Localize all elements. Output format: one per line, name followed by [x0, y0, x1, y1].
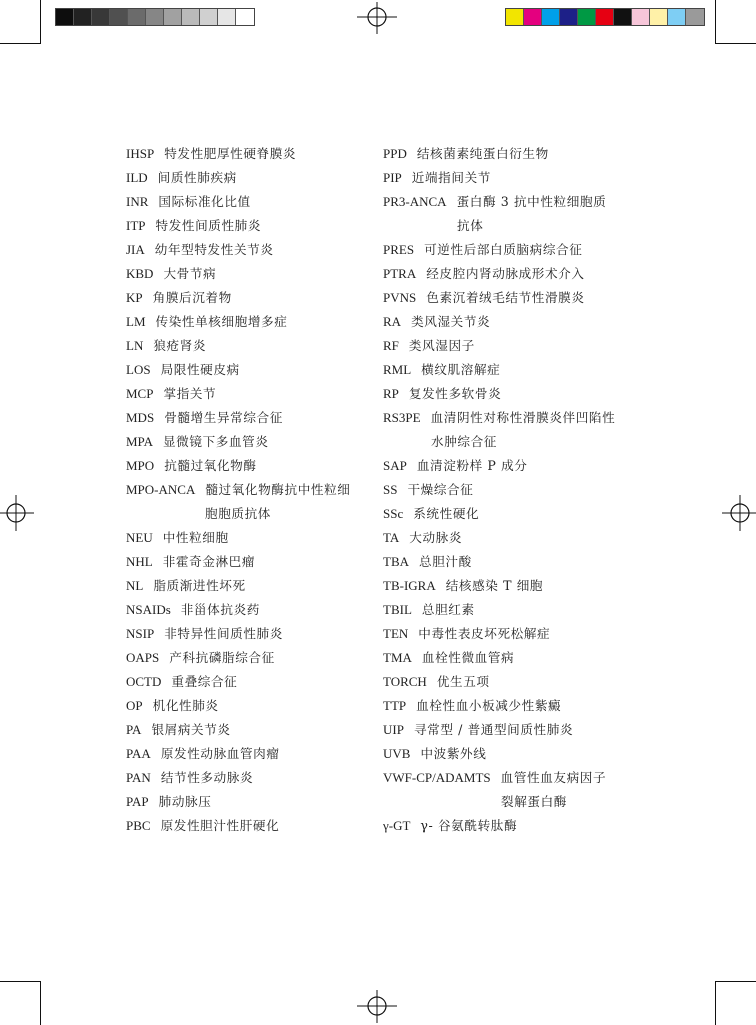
abbreviation-term: KBD — [126, 266, 154, 281]
abbreviation-definition: 幼年型特发性关节炎 — [154, 242, 274, 257]
abbreviation-term: LOS — [126, 362, 151, 377]
grayscale-color-bar — [55, 8, 255, 26]
abbreviation-term: TB-IGRA — [383, 578, 436, 593]
abbreviation-definition: 产科抗磷脂综合征 — [169, 650, 275, 665]
color-swatch — [596, 9, 614, 25]
abbreviation-list-left — [126, 142, 350, 838]
registration-mark-bottom — [353, 990, 401, 1025]
gray-swatch — [128, 9, 146, 25]
gray-swatch — [146, 9, 164, 25]
color-swatch — [650, 9, 668, 25]
abbreviation-definition: 血栓性微血管病 — [421, 650, 515, 665]
abbreviation-entry — [383, 550, 615, 574]
gray-swatch — [164, 9, 182, 25]
abbreviation-definition: 狼疮肾炎 — [153, 338, 207, 353]
abbreviation-term: LN — [126, 338, 144, 353]
color-swatch — [506, 9, 524, 25]
abbreviation-definition: 血清阴性对称性滑膜炎伴凹陷性 — [430, 410, 616, 425]
abbreviation-entry — [126, 814, 350, 838]
abbreviation-term: ITP — [126, 218, 146, 233]
abbreviation-term: TA — [383, 530, 400, 545]
abbreviation-term: IHSP — [126, 146, 155, 161]
abbreviation-entry — [383, 646, 615, 670]
abbreviation-term: MPO-ANCA — [126, 482, 196, 497]
abbreviation-term: KP — [126, 290, 143, 305]
abbreviation-definition: 经皮腔内肾动脉成形术介入 — [426, 266, 585, 281]
gray-swatch — [236, 9, 254, 25]
abbreviation-entry — [126, 646, 350, 670]
abbreviation-term: SSc — [383, 506, 404, 521]
abbreviation-term: NL — [126, 578, 144, 593]
abbreviation-term: PRES — [383, 242, 415, 257]
abbreviation-term: PAN — [126, 770, 151, 785]
abbreviation-entry — [126, 790, 350, 814]
abbreviation-definition: 特发性肥厚性硬脊膜炎 — [164, 146, 297, 161]
registration-mark-top — [353, 0, 401, 36]
abbreviation-entry — [126, 718, 350, 742]
abbreviation-definition: 中性粒细胞 — [162, 530, 229, 545]
abbreviation-term: TORCH — [383, 674, 427, 689]
abbreviation-entry — [383, 310, 615, 334]
abbreviation-term: JIA — [126, 242, 145, 257]
abbreviation-term: INR — [126, 194, 149, 209]
abbreviation-definition: 传染性单核细胞增多症 — [155, 314, 288, 329]
gray-swatch — [200, 9, 218, 25]
abbreviation-definition: 类风湿关节炎 — [411, 314, 491, 329]
abbreviation-entry — [383, 526, 615, 550]
abbreviation-entry — [383, 454, 615, 478]
abbreviation-entry — [383, 406, 615, 454]
abbreviation-definition: 非霍奇金淋巴瘤 — [162, 554, 256, 569]
abbreviation-entry — [383, 574, 615, 598]
abbreviation-definition: 脂质渐进性坏死 — [153, 578, 246, 593]
abbreviation-entry — [383, 670, 615, 694]
color-swatch — [686, 9, 704, 25]
abbreviation-term: NSAIDs — [126, 602, 171, 617]
abbreviation-entry — [126, 766, 350, 790]
abbreviation-term: PAP — [126, 794, 149, 809]
abbreviation-entry — [383, 166, 615, 190]
abbreviation-definition: 原发性动脉血管肉瘤 — [160, 746, 280, 761]
abbreviation-entry — [126, 598, 350, 622]
abbreviation-entry — [383, 502, 615, 526]
abbreviation-definition: 骨髓增生异常综合征 — [164, 410, 283, 425]
abbreviation-term: UIP — [383, 722, 404, 737]
abbreviation-definition: 结核感染 T 细胞 — [445, 578, 544, 593]
abbreviation-definition: γ- 谷氨酰转肽酶 — [420, 818, 518, 833]
abbreviation-definition: 复发性多软骨炎 — [408, 386, 502, 401]
abbreviation-definition: 干燥综合征 — [407, 482, 474, 497]
abbreviation-term: PVNS — [383, 290, 417, 305]
abbreviation-entry — [126, 262, 350, 286]
abbreviation-term: TEN — [383, 626, 409, 641]
abbreviation-definition-continued: 水肿综合征 — [431, 434, 497, 449]
abbreviation-entry — [383, 766, 615, 814]
abbreviation-entry — [383, 814, 615, 838]
abbreviation-entry — [126, 214, 350, 238]
abbreviation-entry — [126, 526, 350, 550]
abbreviation-term: PIP — [383, 170, 402, 185]
abbreviation-definition: 角膜后沉着物 — [152, 290, 232, 305]
gray-swatch — [56, 9, 74, 25]
registration-mark-left — [0, 493, 36, 533]
abbreviation-definition: 色素沉着绒毛结节性滑膜炎 — [426, 290, 585, 305]
abbreviation-term: MDS — [126, 410, 155, 425]
abbreviation-term: UVB — [383, 746, 411, 761]
abbreviation-term: TBIL — [383, 602, 412, 617]
abbreviation-term: NHL — [126, 554, 153, 569]
abbreviation-definition: 大动脉炎 — [409, 530, 463, 545]
abbreviation-definition: 寻常型 / 普通型间质性肺炎 — [413, 722, 574, 737]
abbreviation-term: TTP — [383, 698, 407, 713]
abbreviation-list-right — [383, 142, 615, 838]
abbreviation-definition: 显微镜下多血管炎 — [162, 434, 269, 449]
abbreviation-entry — [126, 694, 350, 718]
registration-mark-right — [720, 493, 756, 533]
abbreviation-entry — [126, 478, 350, 526]
abbreviation-term: RML — [383, 362, 412, 377]
abbreviation-entry — [383, 286, 615, 310]
abbreviation-entry — [383, 142, 615, 166]
abbreviation-entry — [126, 286, 350, 310]
abbreviation-entry — [126, 166, 350, 190]
abbreviation-term: PBC — [126, 818, 151, 833]
abbreviation-term: OCTD — [126, 674, 162, 689]
abbreviation-definition: 可逆性后部白质脑病综合征 — [424, 242, 583, 257]
abbreviation-entry — [126, 358, 350, 382]
color-swatch — [524, 9, 542, 25]
abbreviation-definition: 中波紫外线 — [420, 746, 487, 761]
abbreviation-term: NSIP — [126, 626, 155, 641]
abbreviation-definition: 国际标准化比值 — [158, 194, 251, 209]
abbreviation-entry — [383, 742, 615, 766]
abbreviation-entry — [383, 262, 615, 286]
abbreviation-term: SS — [383, 482, 398, 497]
abbreviation-definition: 大骨节病 — [163, 266, 217, 281]
color-swatch — [560, 9, 578, 25]
abbreviation-entry — [126, 454, 350, 478]
color-swatch — [614, 9, 632, 25]
abbreviation-term: MPO — [126, 458, 155, 473]
abbreviation-entry — [126, 670, 350, 694]
abbreviation-term: γ-GT — [383, 818, 411, 833]
abbreviation-term: NEU — [126, 530, 153, 545]
abbreviation-definition: 系统性硬化 — [413, 506, 480, 521]
abbreviation-definition: 抗髓过氧化物酶 — [164, 458, 257, 473]
abbreviation-term: PTRA — [383, 266, 417, 281]
abbreviation-entry — [126, 334, 350, 358]
gray-swatch — [110, 9, 128, 25]
abbreviation-term: PA — [126, 722, 142, 737]
abbreviation-definition: 髓过氧化物酶抗中性粒细 — [205, 482, 351, 497]
gray-swatch — [218, 9, 236, 25]
abbreviation-entry — [383, 238, 615, 262]
abbreviation-definition: 血管性血友病因子 — [500, 770, 607, 785]
color-swatch — [668, 9, 686, 25]
color-swatch — [542, 9, 560, 25]
abbreviation-term: LM — [126, 314, 146, 329]
abbreviation-entry — [126, 238, 350, 262]
gray-swatch — [182, 9, 200, 25]
abbreviation-entry — [126, 310, 350, 334]
color-swatch — [578, 9, 596, 25]
abbreviation-term: MPA — [126, 434, 153, 449]
abbreviation-term: PPD — [383, 146, 407, 161]
abbreviation-definition: 特发性间质性肺炎 — [155, 218, 262, 233]
abbreviation-definition: 类风湿因子 — [408, 338, 475, 353]
abbreviation-definition: 蛋白酶 3 抗中性粒细胞质 — [456, 194, 607, 209]
abbreviation-definition: 非特异性间质性肺炎 — [164, 626, 283, 641]
abbreviation-definition-continued: 抗体 — [457, 218, 484, 233]
abbreviation-definition: 原发性胆汁性肝硬化 — [160, 818, 280, 833]
abbreviation-term: OAPS — [126, 650, 160, 665]
abbreviation-entry — [383, 334, 615, 358]
abbreviation-definition: 间质性肺疾病 — [157, 170, 237, 185]
abbreviation-definition: 局限性硬皮病 — [160, 362, 240, 377]
abbreviation-definition: 非甾体抗炎药 — [180, 602, 260, 617]
abbreviation-term: ILD — [126, 170, 148, 185]
abbreviation-entry — [126, 430, 350, 454]
abbreviation-entry — [126, 142, 350, 166]
color-swatch — [632, 9, 650, 25]
gray-swatch — [74, 9, 92, 25]
abbreviation-entry — [126, 382, 350, 406]
abbreviation-definition: 机化性肺炎 — [152, 698, 219, 713]
abbreviation-entry — [383, 622, 615, 646]
abbreviation-entry — [383, 190, 615, 238]
abbreviation-term: MCP — [126, 386, 154, 401]
abbreviation-definition: 近端指间关节 — [411, 170, 491, 185]
abbreviation-term: SAP — [383, 458, 407, 473]
abbreviation-term: TBA — [383, 554, 409, 569]
abbreviation-definition-continued: 裂解蛋白酶 — [501, 794, 567, 809]
abbreviation-entry — [383, 694, 615, 718]
abbreviation-entry — [383, 478, 615, 502]
abbreviation-definition: 血清淀粉样 P 成分 — [416, 458, 528, 473]
abbreviation-entry — [126, 550, 350, 574]
abbreviation-term: OP — [126, 698, 143, 713]
abbreviation-entry — [383, 718, 615, 742]
abbreviation-entry — [126, 406, 350, 430]
abbreviation-definition-continued: 胞胞质抗体 — [205, 506, 271, 521]
abbreviation-definition: 结核菌素纯蛋白衍生物 — [416, 146, 549, 161]
abbreviation-definition: 总胆红素 — [421, 602, 475, 617]
abbreviation-entry — [126, 742, 350, 766]
abbreviation-definition: 中毒性表皮坏死松解症 — [418, 626, 551, 641]
abbreviation-term: RP — [383, 386, 399, 401]
abbreviation-term: PAA — [126, 746, 151, 761]
abbreviation-entry — [126, 574, 350, 598]
cmyk-color-bar — [505, 8, 705, 26]
abbreviation-term: TMA — [383, 650, 412, 665]
abbreviation-definition: 优生五项 — [436, 674, 490, 689]
abbreviation-term: PR3-ANCA — [383, 194, 447, 209]
abbreviation-term: RA — [383, 314, 402, 329]
abbreviation-definition: 血栓性血小板减少性紫癜 — [416, 698, 562, 713]
abbreviation-definition: 总胆汁酸 — [419, 554, 472, 569]
abbreviation-term: VWF-CP/ADAMTS — [383, 770, 491, 785]
abbreviation-term: RF — [383, 338, 399, 353]
abbreviation-definition: 银屑病关节炎 — [151, 722, 231, 737]
abbreviation-entry — [383, 382, 615, 406]
abbreviation-entry — [126, 190, 350, 214]
abbreviation-definition: 重叠综合征 — [171, 674, 238, 689]
abbreviation-term: RS3PE — [383, 410, 421, 425]
abbreviation-definition: 横纹肌溶解症 — [421, 362, 501, 377]
abbreviation-definition: 结节性多动脉炎 — [160, 770, 254, 785]
abbreviation-entry — [383, 598, 615, 622]
gray-swatch — [92, 9, 110, 25]
abbreviation-entry — [383, 358, 615, 382]
abbreviation-definition: 掌指关节 — [163, 386, 217, 401]
abbreviation-definition: 肺动脉压 — [158, 794, 212, 809]
abbreviation-entry — [126, 622, 350, 646]
